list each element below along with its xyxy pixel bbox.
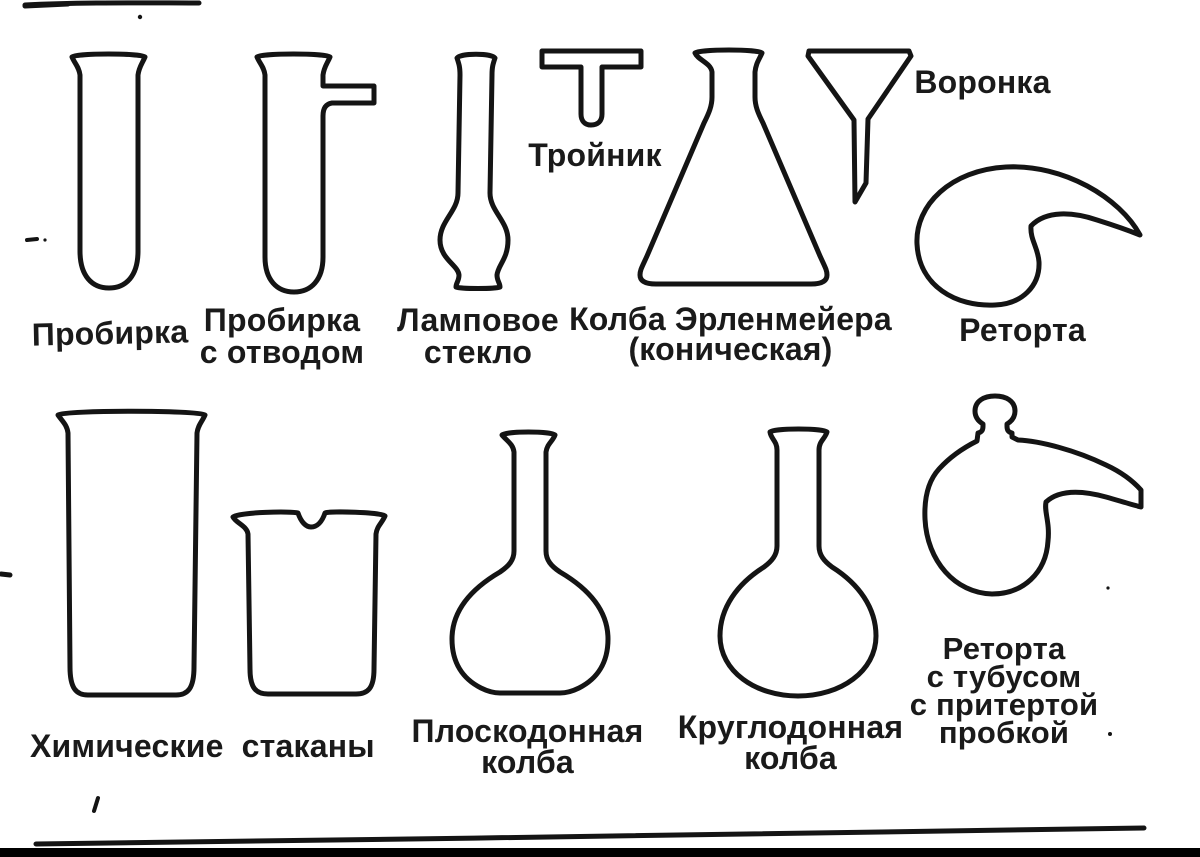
retort-shape bbox=[917, 167, 1140, 305]
label-line: Пробирка bbox=[203, 302, 361, 338]
label-tee-pipe: Тройник bbox=[528, 137, 662, 173]
funnel-shape bbox=[808, 51, 911, 202]
label-test-tube: Пробирка bbox=[31, 313, 189, 353]
scan-tick bbox=[94, 798, 98, 811]
label-lamp-glass bbox=[392, 304, 564, 368]
label-line: Реторта bbox=[942, 631, 1066, 666]
label-test-tube-side-arm bbox=[182, 304, 382, 368]
scan-speck bbox=[138, 15, 142, 19]
erlenmeyer-flask-shape bbox=[640, 50, 827, 284]
label-beakers: Химические стаканы bbox=[30, 728, 375, 764]
scan-mark-left-edge bbox=[1, 574, 10, 575]
label-line: колба bbox=[744, 740, 837, 776]
scan-speck bbox=[43, 238, 46, 241]
label-line: (коническая) bbox=[628, 331, 833, 367]
label-line: пробкой bbox=[938, 715, 1070, 750]
label-round-bottom-flask bbox=[663, 709, 918, 776]
flat-bottom-flask-shape bbox=[452, 432, 608, 693]
test-tube-shape bbox=[72, 54, 145, 288]
tall-beaker-shape bbox=[58, 411, 205, 695]
label-retort: Реторта bbox=[959, 312, 1086, 348]
scan-mark-left bbox=[27, 239, 37, 240]
label-line: Ламповое bbox=[397, 302, 559, 338]
retort-with-stopper-shape bbox=[925, 396, 1141, 594]
short-beaker-shape bbox=[233, 512, 385, 694]
top-rule-thick-end bbox=[25, 4, 68, 6]
label-line: с тубусом bbox=[926, 659, 1082, 694]
tee-pipe-shape bbox=[542, 51, 641, 125]
scan-speck bbox=[1106, 586, 1109, 589]
label-line: с притертой bbox=[909, 687, 1099, 722]
label-line: Плоскодонная bbox=[411, 713, 644, 749]
label-line: колба bbox=[481, 744, 574, 780]
label-line: с отводом bbox=[199, 334, 365, 370]
label-line: Колба Эрленмейера bbox=[569, 301, 892, 337]
label-line: Круглодонная bbox=[677, 709, 904, 745]
test-tube-side-arm-shape bbox=[257, 54, 374, 292]
label-retort-with-stopper bbox=[895, 631, 1113, 750]
label-funnel: Воронка bbox=[914, 64, 1051, 100]
lamp-glass-shape bbox=[440, 54, 508, 288]
round-bottom-flask-shape bbox=[720, 429, 876, 696]
label-erlenmeyer-flask bbox=[558, 301, 903, 367]
bottom-rule-line bbox=[36, 828, 1144, 844]
label-flat-bottom-flask bbox=[400, 713, 655, 780]
label-line: стекло bbox=[423, 334, 533, 370]
scan-bottom-black-bar bbox=[0, 848, 1200, 857]
